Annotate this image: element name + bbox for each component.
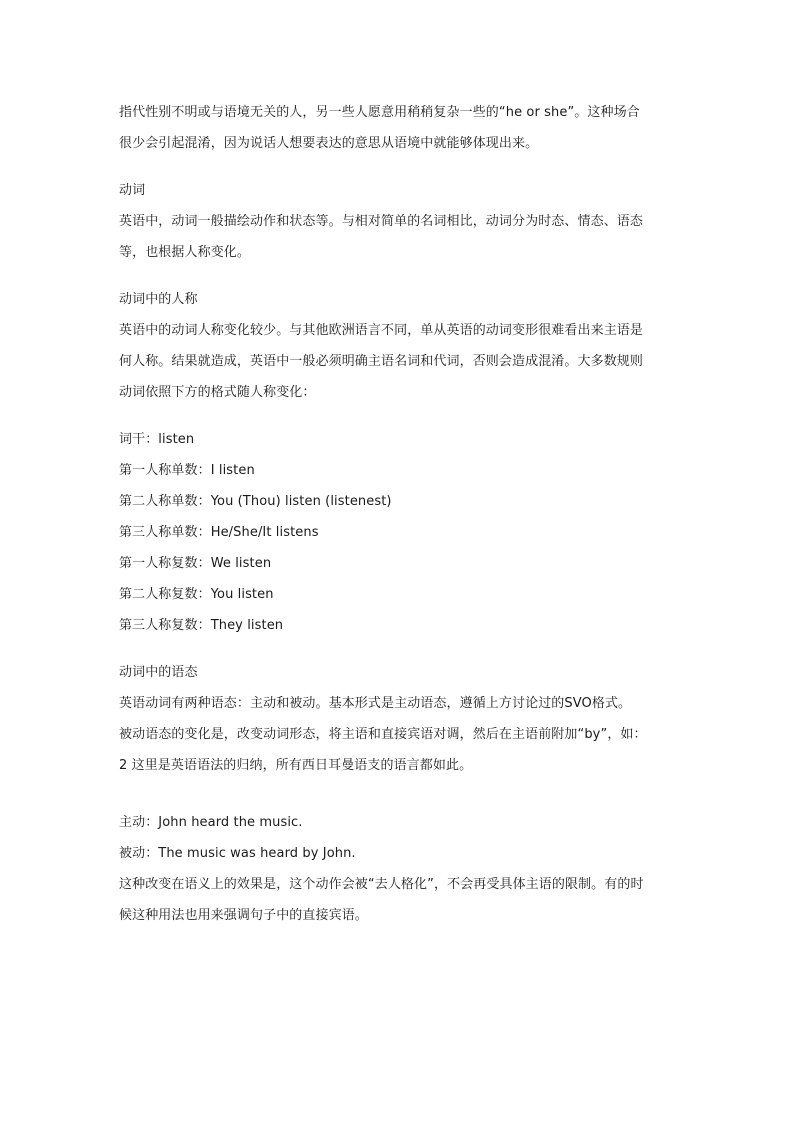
example-active: 主动：John heard the music. — [119, 815, 303, 830]
conjugation-list — [119, 424, 679, 641]
text-line: 候这种用法也用来强调句子中的直接宾语。 — [119, 908, 368, 923]
paragraph-pronoun — [119, 97, 679, 159]
text-line: 很少会引起混淆，因为说话人想要表达的意思从语境中就能够体现出来。 — [119, 136, 539, 151]
text-line: 何人称。结果就造成，英语中一般必须明确主语名词和代词，否则会造成混淆。大多数规则 — [119, 354, 644, 369]
text-line: 2 这里是英语语法的归纳，所有西日耳曼语支的语言都如此。 — [119, 758, 473, 773]
text-line: 英语动词有两种语态：主动和被动。基本形式是主动语态，遵循上方讨论过的SVO格式。 — [119, 696, 632, 711]
section-heading: 动词中的人称 — [119, 292, 198, 307]
conjugation-item: 第三人称单数：He/She/It listens — [119, 525, 319, 540]
section-voice — [119, 657, 679, 781]
text-line: 英语中的动词人称变化较少。与其他欧洲语言不同，单从英语的动词变形很难看出来主语是 — [119, 323, 644, 338]
text-line: 这种改变在语义上的效果是，这个动作会被“去人格化”，不会再受具体主语的限制。有的时 — [119, 877, 644, 892]
text-line: 动词依照下方的格式随人称变化： — [119, 385, 316, 400]
section-heading: 动词中的语态 — [119, 665, 198, 680]
conjugation-item: 第二人称复数：You listen — [119, 587, 274, 602]
conjugation-item: 词干：listen — [119, 432, 195, 447]
conjugation-item: 第一人称单数：I listen — [119, 463, 255, 478]
voice-examples — [119, 807, 679, 931]
section-heading: 动词 — [119, 183, 146, 198]
section-verb — [119, 175, 679, 268]
text-line: 英语中，动词一般描绘动作和状态等。与相对简单的名词相比，动词分为时态、情态、语态 — [119, 214, 644, 229]
conjugation-item: 第一人称复数：We listen — [119, 556, 272, 571]
conjugation-item: 第三人称复数：They listen — [119, 618, 284, 633]
document-page — [119, 97, 679, 931]
example-passive: 被动：The music was heard by John. — [119, 846, 356, 861]
text-line: 指代性别不明或与语境无关的人，另一些人愿意用稍稍复杂一些的“he or she”。这种场合 — [119, 105, 640, 120]
conjugation-item: 第二人称单数：You (Thou) listen (listenest) — [119, 494, 392, 509]
text-line: 等，也根据人称变化。 — [119, 245, 251, 260]
text-line: 被动语态的变化是，改变动词形态，将主语和直接宾语对调，然后在主语前附加“by”，如： — [119, 727, 647, 742]
section-person — [119, 284, 679, 408]
